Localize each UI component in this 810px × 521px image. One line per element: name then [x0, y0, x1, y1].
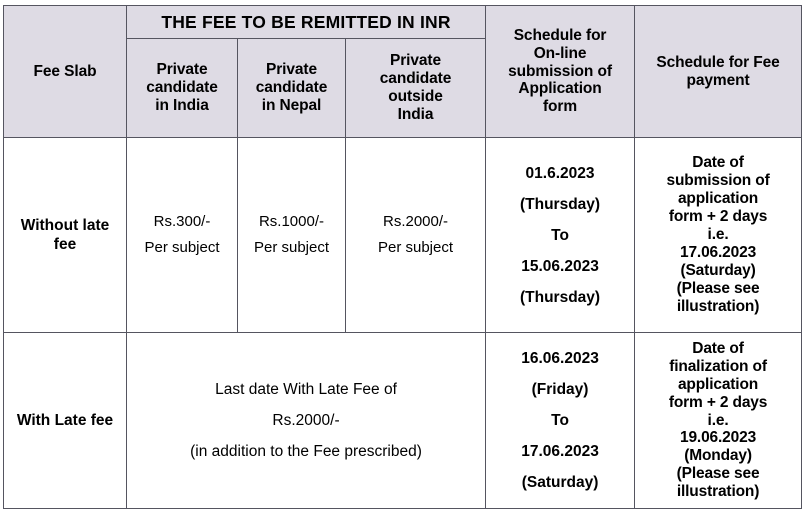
header-col-private-outside-line3: outside	[388, 87, 443, 105]
fee-unit-private-india: Per subject	[144, 239, 220, 256]
payment-row2-line7: (Monday)	[684, 447, 752, 465]
header-fee-slab: Fee Slab	[4, 6, 127, 138]
cell-schedule-online-row2	[486, 333, 635, 509]
fee-unit-private-outside: Per subject	[377, 239, 454, 256]
fee-amount-private-india: Rs.300/-	[153, 212, 211, 230]
fee-unit-private-nepal: Per subject	[253, 239, 330, 256]
schedule-online-start-date-row1: 01.6.2023	[525, 164, 595, 182]
payment-row2-line1: Date of	[692, 339, 744, 357]
header-fee-group: THE FEE TO BE REMITTED IN INR	[127, 6, 486, 39]
schedule-online-end-date-row1: 15.06.2023	[521, 257, 599, 275]
header-col-private-nepal	[238, 38, 346, 137]
merged-late-fee-line3: (in addition to the Fee prescribed)	[190, 443, 422, 460]
header-col-private-outside-india	[346, 38, 486, 137]
header-col-private-india-line2: candidate	[146, 78, 218, 96]
payment-row1-line1: Date of	[692, 154, 744, 172]
schedule-online-start-date-row2: 16.06.2023	[521, 350, 599, 367]
header-col-private-nepal-line1: Private	[266, 60, 317, 78]
fee-schedule-table	[3, 5, 802, 509]
payment-row2-line9: illustration)	[676, 483, 760, 501]
schedule-online-start-day-row2: (Friday)	[531, 381, 589, 398]
header-col-private-nepal-line2: candidate	[255, 78, 328, 96]
cell-merged-late-fee	[127, 333, 486, 509]
merged-late-fee-line1: Last date With Late Fee of	[215, 381, 397, 398]
header-col-private-india-line3: in India	[155, 96, 209, 114]
header-schedule-online-line3: submission of	[508, 62, 612, 80]
payment-row1-line6: 17.06.2023	[679, 243, 757, 261]
header-schedule-online-line4: Application	[518, 80, 602, 98]
fee-amount-private-nepal: Rs.1000/-	[258, 212, 325, 230]
header-schedule-online-line5: form	[543, 98, 578, 116]
header-col-private-outside-line4: India	[397, 105, 434, 123]
cell-schedule-online-row1	[486, 138, 635, 333]
header-schedule-online	[486, 6, 635, 138]
schedule-online-end-date-row2: 17.06.2023	[521, 443, 599, 460]
payment-row1-line3: application	[677, 190, 759, 208]
header-schedule-online-line2: On-line	[533, 44, 587, 62]
payment-row1-line8: (Please see	[676, 279, 760, 297]
payment-row2-line4: form + 2 days	[668, 393, 768, 411]
cell-schedule-payment-row1	[635, 138, 802, 333]
payment-row1-line2: submission of	[666, 172, 770, 190]
schedule-online-end-day-row2: (Saturday)	[521, 474, 599, 491]
payment-row2-line3: application	[677, 375, 759, 393]
cell-schedule-payment-row2	[635, 333, 802, 509]
row-label-with-late-fee: With Late fee	[4, 333, 127, 509]
row-label-without-late-fee: Without late fee	[4, 138, 127, 333]
header-col-private-india	[127, 38, 238, 137]
fee-amount-private-outside: Rs.2000/-	[382, 212, 449, 230]
payment-row2-line5: i.e.	[707, 411, 729, 429]
header-schedule-online-line1: Schedule for	[513, 26, 607, 44]
schedule-online-connector-row1: To	[551, 226, 569, 244]
schedule-online-connector-row2: To	[551, 412, 569, 429]
header-col-private-india-line1: Private	[156, 60, 208, 78]
payment-row1-line9: illustration)	[676, 297, 760, 315]
cell-fee-private-nepal	[238, 138, 346, 333]
header-schedule-payment-line1: Schedule for Fee	[656, 53, 780, 71]
header-row-group	[4, 6, 802, 39]
payment-row2-line8: (Please see	[676, 465, 760, 483]
table-row	[4, 138, 802, 333]
merged-late-fee-line2: Rs.2000/-	[272, 412, 340, 429]
payment-row2-line2: finalization of	[669, 357, 767, 375]
header-col-private-nepal-line3: in Nepal	[261, 96, 322, 114]
cell-fee-private-outside-india	[346, 138, 486, 333]
header-schedule-payment	[635, 6, 802, 138]
header-col-private-outside-line1: Private	[390, 51, 442, 69]
header-col-private-outside-line2: candidate	[379, 69, 452, 87]
payment-row1-line5: i.e.	[707, 226, 729, 244]
schedule-online-start-day-row1: (Thursday)	[519, 195, 601, 213]
schedule-online-end-day-row1: (Thursday)	[519, 288, 601, 306]
cell-fee-private-india	[127, 138, 238, 333]
payment-row1-line4: form + 2 days	[668, 208, 768, 226]
payment-row2-line6: 19.06.2023	[679, 429, 757, 447]
header-schedule-payment-line2: payment	[686, 71, 750, 89]
table-row	[4, 333, 802, 509]
payment-row1-line7: (Saturday)	[680, 261, 756, 279]
